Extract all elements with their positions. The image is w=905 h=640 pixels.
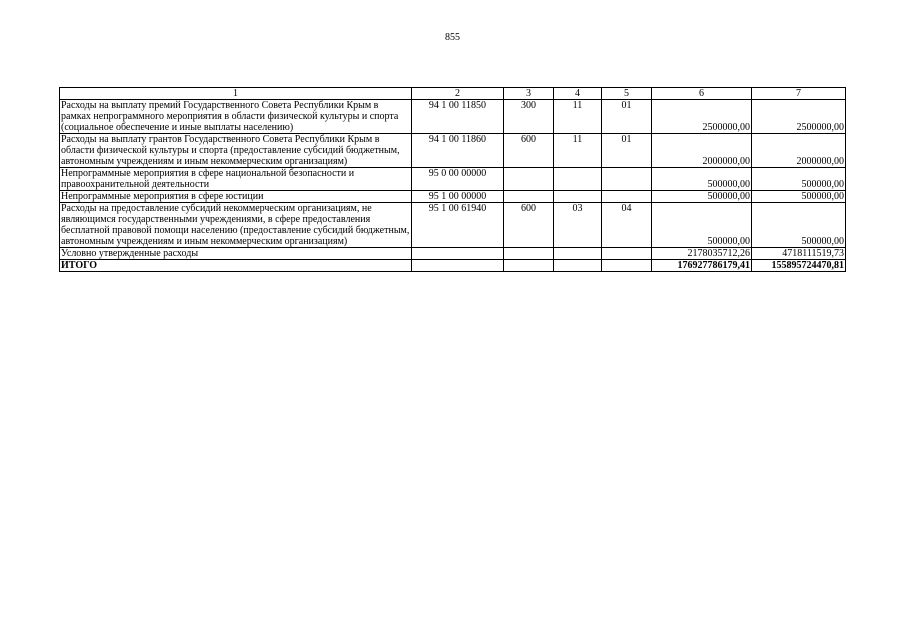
row-section: 03 xyxy=(554,203,602,248)
row-name: Непрограммные мероприятия в сфере национальной безопасности и правоохранительной деятельности xyxy=(60,168,412,191)
row-amount-1: 500000,00 xyxy=(652,191,752,203)
column-header: 6 xyxy=(652,88,752,100)
row-amount-1: 2500000,00 xyxy=(652,100,752,134)
row-section xyxy=(554,248,602,260)
table-row xyxy=(60,168,846,191)
row-amount-2: 2000000,00 xyxy=(752,134,846,168)
total-amount-2: 155895724470,81 xyxy=(752,260,846,272)
page-number: 855 xyxy=(445,32,460,43)
row-name: Условно утвержденные расходы xyxy=(60,248,412,260)
row-type xyxy=(504,168,554,191)
row-amount-2: 500000,00 xyxy=(752,168,846,191)
row-subsection: 04 xyxy=(602,203,652,248)
row-name: Расходы на выплату грантов Государственного Совета Республики Крым в области физической культуры и спорта (предоставление субсидий бюджетным, автономным учреждениям и иным некоммерческим организациям) xyxy=(60,134,412,168)
row-amount-2: 2500000,00 xyxy=(752,100,846,134)
row-name: Расходы на выплату премий Государственного Совета Республики Крым в рамках непрограммного мероприятия в области физической культуры и спорта (социальное обеспечение и иные выплаты населению) xyxy=(60,100,412,134)
total-amount-1: 176927786179,41 xyxy=(652,260,752,272)
row-name: Расходы на предоставление субсидий некоммерческим организациям, не являющимся государственными учреждениями, в сфере предоставления бесплатной правовой помощи населению (предоставление субсидий бюджетным, автономным учреждениям и иным некоммерческим организациям) xyxy=(60,203,412,248)
table-row xyxy=(60,100,846,134)
total-label: ИТОГО xyxy=(60,260,412,272)
row-subsection xyxy=(602,191,652,203)
row-amount-1: 500000,00 xyxy=(652,203,752,248)
column-header: 2 xyxy=(412,88,504,100)
column-header: 4 xyxy=(554,88,602,100)
row-section xyxy=(554,168,602,191)
row-section: 11 xyxy=(554,134,602,168)
row-type: 600 xyxy=(504,134,554,168)
row-code: 95 0 00 00000 xyxy=(412,168,504,191)
column-header: 3 xyxy=(504,88,554,100)
budget-table xyxy=(59,87,846,272)
table-row xyxy=(60,191,846,203)
row-code: 94 1 00 11850 xyxy=(412,100,504,134)
empty-cell xyxy=(602,260,652,272)
column-header: 5 xyxy=(602,88,652,100)
row-type xyxy=(504,191,554,203)
row-subsection xyxy=(602,248,652,260)
row-code: 95 1 00 61940 xyxy=(412,203,504,248)
row-amount-1: 2000000,00 xyxy=(652,134,752,168)
column-header: 7 xyxy=(752,88,846,100)
total-row xyxy=(60,260,846,272)
row-section xyxy=(554,191,602,203)
row-subsection: 01 xyxy=(602,134,652,168)
table-row xyxy=(60,248,846,260)
row-code: 95 1 00 00000 xyxy=(412,191,504,203)
row-subsection: 01 xyxy=(602,100,652,134)
row-amount-1: 500000,00 xyxy=(652,168,752,191)
empty-cell xyxy=(554,260,602,272)
row-type: 600 xyxy=(504,203,554,248)
row-section: 11 xyxy=(554,100,602,134)
table-row xyxy=(60,203,846,248)
row-type xyxy=(504,248,554,260)
row-amount-2: 4718111519,73 xyxy=(752,248,846,260)
row-subsection xyxy=(602,168,652,191)
row-amount-2: 500000,00 xyxy=(752,191,846,203)
table-row xyxy=(60,134,846,168)
row-amount-2: 500000,00 xyxy=(752,203,846,248)
row-code: 94 1 00 11860 xyxy=(412,134,504,168)
row-amount-1: 2178035712,26 xyxy=(652,248,752,260)
column-header: 1 xyxy=(60,88,412,100)
row-name: Непрограммные мероприятия в сфере юстиции xyxy=(60,191,412,203)
table-header-row xyxy=(60,88,846,100)
empty-cell xyxy=(504,260,554,272)
row-type: 300 xyxy=(504,100,554,134)
row-code xyxy=(412,248,504,260)
empty-cell xyxy=(412,260,504,272)
